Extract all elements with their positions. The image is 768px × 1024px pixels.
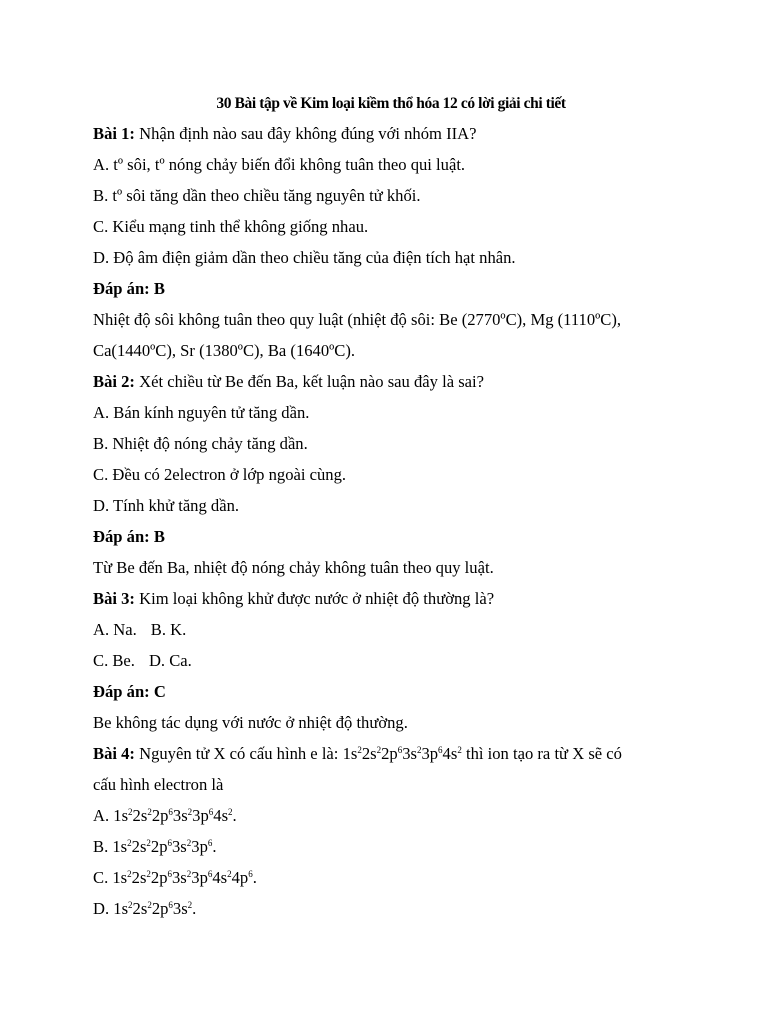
question-text: cấu hình electron là [93,775,224,794]
question-text: Kim loại không khử được nước ở nhiệt độ thường là? [134,589,495,608]
option-b: B. tº sôi tăng dần theo chiều tăng nguyên tử khối. [93,186,421,205]
explanation: Từ Be đến Ba, nhiệt độ nóng chảy không tuân theo quy luật. [93,558,494,577]
question-label: Bài 2: [93,372,135,391]
option-d: D. Độ âm điện giảm dần theo chiều tăng của điện tích hạt nhân. [93,248,516,267]
option-a: A. Bán kính nguyên tử tăng dần. [93,403,310,422]
options-row [93,614,693,645]
question-text: thì ion tạo ra từ X sẽ có [461,744,622,763]
options-row [93,645,693,676]
question-2 [93,366,693,397]
question-text: Nguyên tử X có cấu hình e là: [134,744,343,763]
option-c: C. $1s^22s^22p^63s^23p^64s^24p^6$. [93,868,257,887]
question-label: Bài 4: [93,744,135,763]
option-a: A. Na. [93,620,137,639]
electron-configuration: $1s^22s^22p^63s^23p^64s^2$ [342,744,462,763]
option-a: A. tº sôi, tº nóng chảy biến đổi không tuân theo qui luật. [93,155,466,174]
option-c: C. Kiểu mạng tinh thể không giống nhau. [93,217,369,236]
option-b: B. $1s^22s^22p^63s^23p^6$. [93,837,217,856]
explanation: Be không tác dụng với nước ở nhiệt độ thường. [93,713,408,732]
explanation: Ca(1440ºC), Sr (1380ºC), Ba (1640ºC). [93,341,356,360]
option-c: C. Be. [93,651,135,670]
question-4 [93,738,693,769]
question-3 [93,583,693,614]
answer: Đáp án: B [93,279,165,298]
option-b: B. K. [150,620,187,639]
option-d: D. $1s^22s^22p^63s^2$. [93,899,197,918]
option-a: A. $1s^22s^22p^63s^23p^64s^2$. [93,806,237,825]
page-title: 30 Bài tập về Kim loại kiềm thổ hóa 12 có lời giải chi tiết [216,95,566,112]
question-label: Bài 1: [93,124,135,143]
question-text: Xét chiều từ Be đến Ba, kết luận nào sau đây là sai? [134,372,485,391]
option-c: C. Đều có 2electron ở lớp ngoài cùng. [93,465,347,484]
option-b: B. Nhiệt độ nóng chảy tăng dần. [93,434,308,453]
question-1 [93,118,693,149]
answer: Đáp án: B [93,527,165,546]
document-page [93,90,693,924]
question-text: Nhận định nào sau đây không đúng với nhóm IIA? [134,124,477,143]
option-d: D. Tính khử tăng dần. [93,496,240,515]
option-d: D. Ca. [148,651,192,670]
question-label: Bài 3: [93,589,135,608]
answer: Đáp án: C [93,682,166,701]
explanation: Nhiệt độ sôi không tuân theo quy luật (nhiệt độ sôi: Be (2770ºC), Mg (1110ºC), [93,310,622,329]
